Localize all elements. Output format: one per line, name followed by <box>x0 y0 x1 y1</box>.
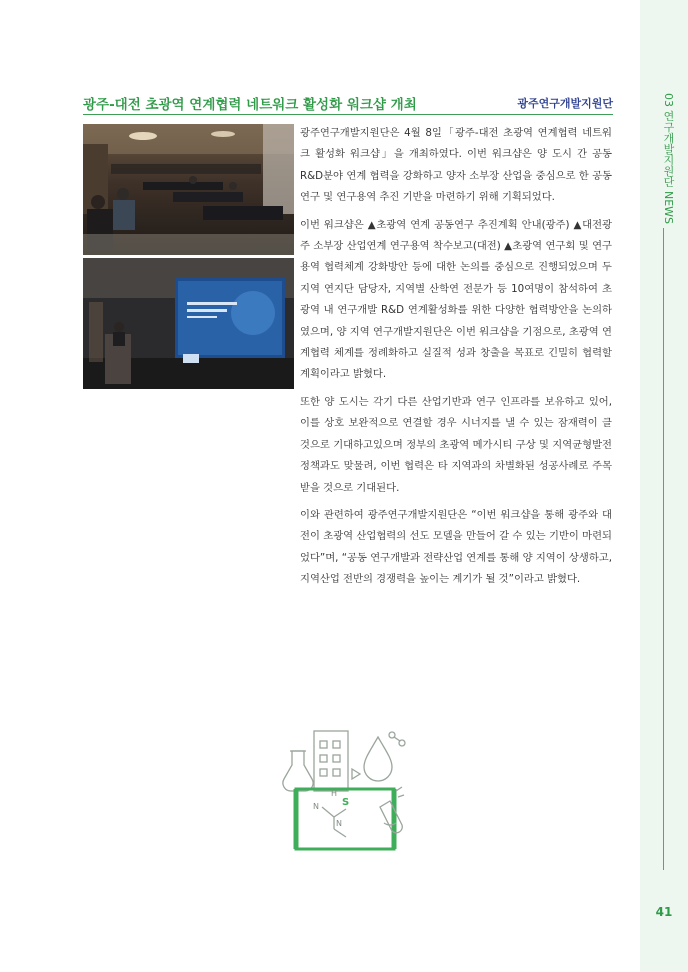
science-illustration <box>280 727 410 855</box>
workshop-photo-presentation <box>83 258 294 389</box>
article-header <box>83 93 613 113</box>
molecule-letter-n: N <box>313 802 319 811</box>
article-body <box>300 123 612 597</box>
article-title: 광주-대전 초광역 연계협력 네트워크 활성화 워크샵 개최 <box>83 97 417 113</box>
article-paragraph: 이번 워크샵은 ▲초광역 연계 공동연구 추진계획 안내(광주) ▲대전광주 소부장 산업연계 연구용역 착수보고(대전) ▲초광역 연구회 및 연구용역 협력체계 강화방안 등에 대한 논의를 중심으로 진행되었으며 두 지역 연지단 담당자, 지역별 산학연 전문가 등 10여명이 참석하여 초광역 내 연구개발 R&D 연계활성화를 위한 다양한 협력방안을 논의하였으며, 양 지역 연구개발지원단은 이번 워크샵을 기점으로, 초광역 연계협력 체계를 정례화하고 실질적 성과 창출을 목표로 긴밀히 협력할 계획이라고 밝혔다. <box>300 218 612 381</box>
sidebar-divider <box>663 228 664 870</box>
article-paragraph: 광주연구개발지원단은 4월 8일「광주-대전 초광역 연계협력 네트워크 활성화 워크샵」을 개최하였다. 이번 워크샵은 양 도시 간 공동R&D분야 연계 협력을 강화하고 양자 소부장 산업을 중심으로 한 공동연구 및 연구용역 추진 기반을 마련하기 위해 기획되었다. <box>300 127 612 204</box>
header-rule <box>83 114 613 115</box>
molecule-letter-h: H <box>331 789 338 798</box>
workshop-photo-conference <box>83 124 294 255</box>
page-number: 41 <box>655 905 673 919</box>
molecule-letter-n2: N <box>336 819 342 828</box>
article-paragraph: 또한 양 도시는 각기 다른 산업기반과 연구 인프라를 보유하고 있어, 이를 상호 보완적으로 연결할 경우 시너지를 낼 수 있는 잠재력이 클 것으로 기대하고있으며 정부의 초광역 메가시티 구상 및 지역균형발전 정책과도 맞물려, 이번 협력은 타 지역과의 차별화된 성공사례로 주목받을 것으로 기대된다. <box>300 395 612 494</box>
article-department: 광주연구개발지원단 <box>517 97 613 110</box>
sidebar-section-label: 03 연구개발지원단 NEWS <box>662 93 675 225</box>
article-paragraph: 이와 관련하여 광주연구개발지원단은 “이번 워크샵을 통해 광주와 대전이 초광역 산업협력의 선도 모델을 만들어 갈 수 있는 기반이 마련되었다”며, “공동 연구개발과 전략산업 연계를 통해 양 지역이 상생하고, 지역산업 전반의 경쟁력을 높이는 계기가 될 것”이라고 밝혔다. <box>300 508 612 586</box>
molecule-letter-s: S <box>342 797 350 808</box>
